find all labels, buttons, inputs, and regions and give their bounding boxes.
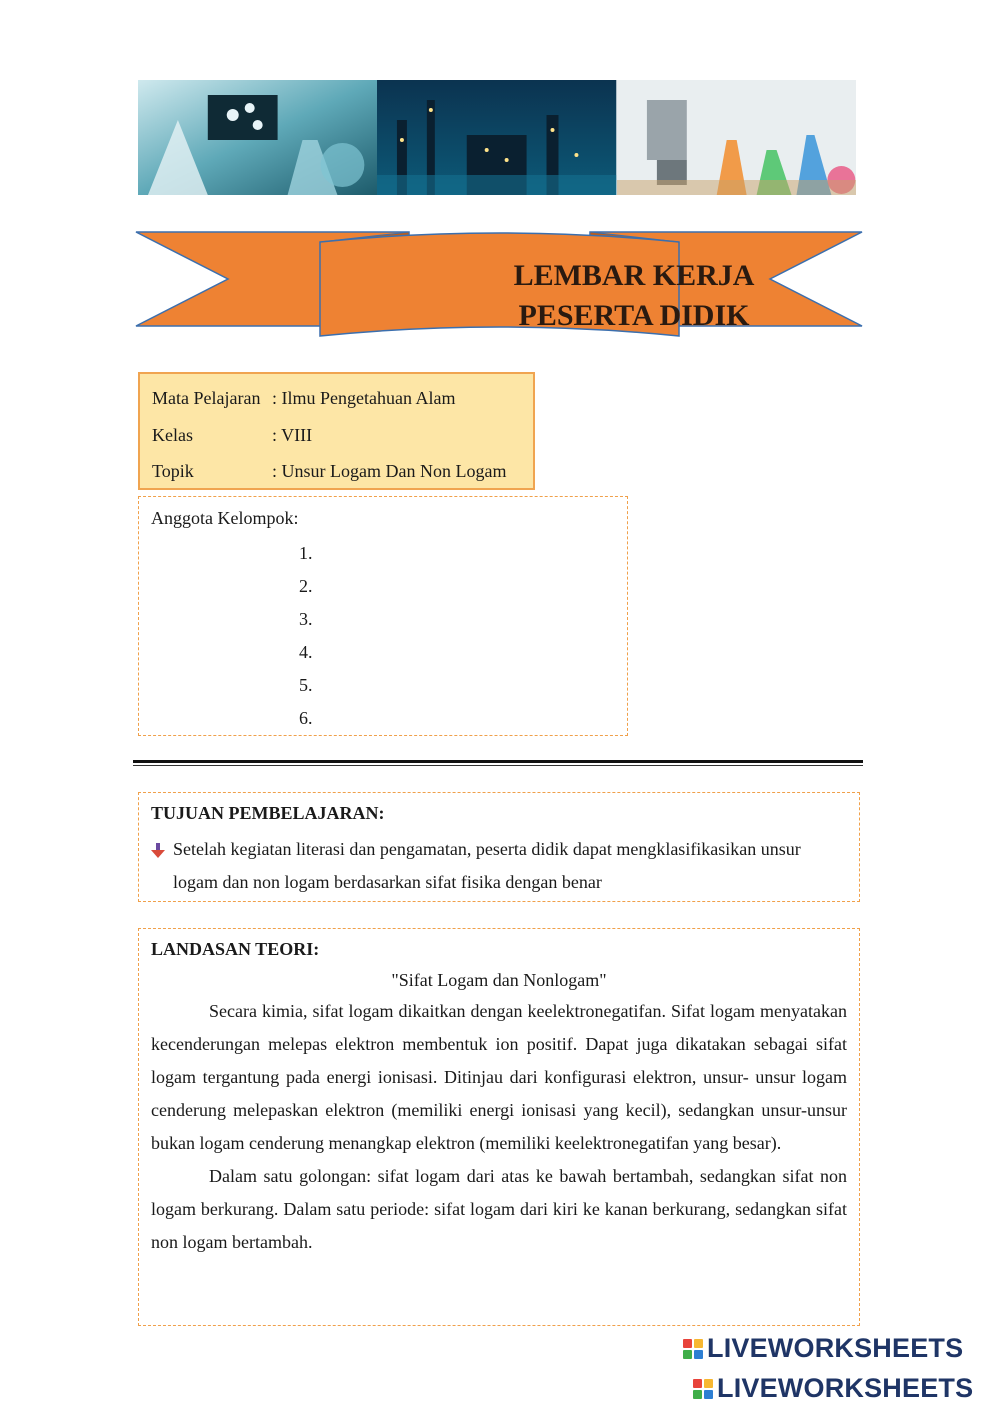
logo-square <box>683 1350 692 1359</box>
info-key: Topik <box>152 461 194 481</box>
title-line-1: LEMBAR KERJA <box>513 259 755 292</box>
subject-info-box <box>138 372 535 490</box>
member-item: 1. <box>299 543 313 563</box>
member-item: 4. <box>299 642 313 662</box>
member-item: 3. <box>299 609 313 629</box>
info-row-class <box>152 417 521 454</box>
theory-paragraph: Dalam satu golongan: sifat logam dari atas ke bawah bertambah, sedangkan sifat non logam berkurang. Dalam satu periode: sifat logam dari kiri ke kanan berkurang, sedangkan sifat non logam bertambah. <box>151 1166 847 1252</box>
logo-square <box>693 1379 702 1388</box>
refinery-night-photo <box>377 80 616 195</box>
lab-glassware-photo <box>617 80 856 195</box>
theory-paragraph: Secara kimia, sifat logam dikaitkan dengan keelektronegatifan. Sifat logam menyatakan kecenderungan melepas elektron membentuk ion positif. Dapat juga dikatakan sebagai sifat logam tergantung pada energi ionisasi. Ditinjau dari konfigurasi elektron, unsur- unsur logam cenderung melepaskan elektron (memiliki energi ionisasi yang kecil), sedangkan unsur-unsur bukan logam cenderung menangkap elektron (memiliki keelektronegatifan yang besar). <box>151 1001 847 1153</box>
title-ribbon <box>134 228 864 348</box>
watermark-text: LIVEWORKSHEETS <box>707 1333 964 1363</box>
objective-text: Setelah kegiatan literasi dan pengamatan, peserta didik dapat mengklasifikasikan unsur logam dan non logam berdasarkan sifat fisika dengan benar <box>173 839 801 892</box>
info-row-topic <box>152 453 521 490</box>
header-photo-strip <box>138 80 856 195</box>
member-item: 5. <box>299 675 313 695</box>
info-row-subject <box>152 380 521 417</box>
info-key: Kelas <box>152 424 193 445</box>
liveworksheets-logo-icon <box>683 1339 703 1359</box>
theory-box <box>138 928 860 1326</box>
lab-photo-scientist <box>138 80 377 195</box>
member-item: 6. <box>299 708 313 728</box>
info-value: : Unsur Logam Dan Non Logam <box>272 461 507 481</box>
learning-objectives-box <box>138 792 860 902</box>
logo-square <box>704 1379 713 1388</box>
info-key: Mata Pelajaran <box>152 388 261 408</box>
liveworksheets-watermark <box>683 1333 963 1364</box>
objective-item <box>151 833 847 899</box>
watermark-text: LIVEWORKSHEETS <box>717 1373 974 1403</box>
objectives-title: TUJUAN PEMBELAJARAN: <box>151 803 385 823</box>
members-list <box>151 537 615 735</box>
group-members-box <box>138 496 628 736</box>
arrow-down-bullet-icon <box>151 833 173 899</box>
section-divider <box>133 760 863 763</box>
theory-title: LANDASAN TEORI: <box>151 939 320 959</box>
liveworksheets-logo-icon <box>693 1379 713 1399</box>
members-label: Anggota Kelompok: <box>151 508 299 528</box>
member-item: 2. <box>299 576 313 596</box>
liveworksheets-watermark <box>693 1373 973 1404</box>
logo-square <box>704 1390 713 1399</box>
logo-square <box>683 1339 692 1348</box>
title-line-2: PESERTA DIDIK <box>518 299 750 332</box>
info-value: : Ilmu Pengetahuan Alam <box>272 388 456 408</box>
logo-square <box>694 1339 703 1348</box>
theory-subtitle: "Sifat Logam dan Nonlogam" <box>391 970 607 990</box>
logo-square <box>693 1390 702 1399</box>
info-value: : VIII <box>272 424 313 445</box>
logo-square <box>694 1350 703 1359</box>
worksheet-title <box>454 256 814 336</box>
section-divider-thin <box>133 765 863 766</box>
